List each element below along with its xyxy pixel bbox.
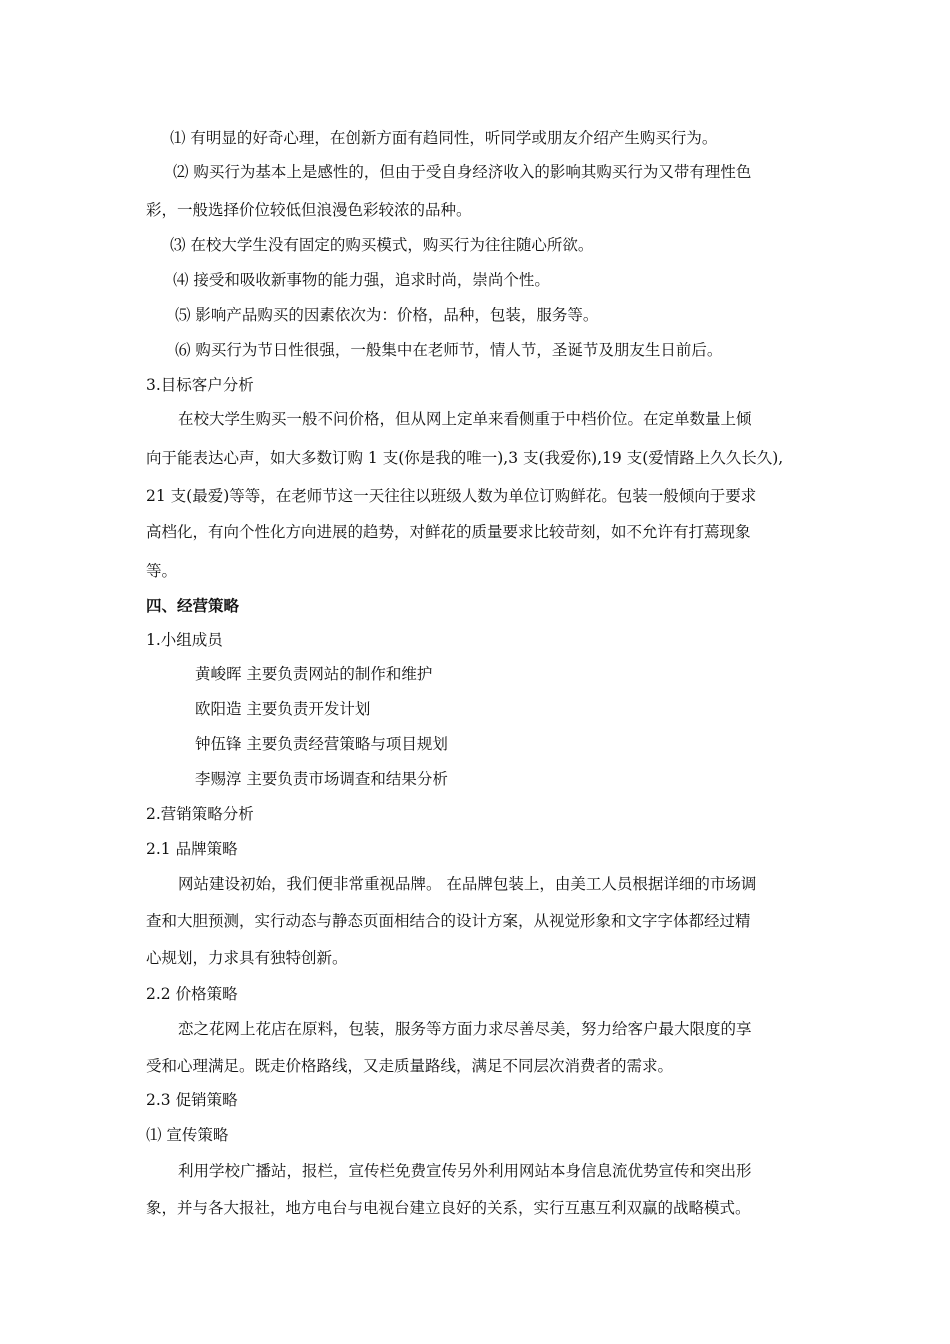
paragraph-line: ⑵ 购买行为基本上是感性的，但由于受自身经济收入的影响其购买行为又带有理性色 — [173, 163, 752, 181]
paragraph-line: 受和心理满足。既走价格路线，又走质量路线，满足不同层次消费者的需求。 — [146, 1057, 674, 1075]
paragraph-line: 恋之花网上花店在原料，包装，服务等方面力求尽善尽美，努力给客户最大限度的享 — [178, 1020, 752, 1038]
section-heading: 2.营销策略分析 — [146, 805, 254, 823]
paragraph-line: 向于能表达心声，如大多数订购 1 支(你是我的唯一),3 支(我爱你),19 支(爱情路上久久长久), — [146, 449, 784, 467]
paragraph-line: 心规划，力求具有独特创新。 — [146, 949, 348, 967]
paragraph-line: ⑶ 在校大学生没有固定的购买模式，购买行为往往随心所欲。 — [170, 236, 594, 254]
paragraph-line: 网站建设初始，我们便非常重视品牌。 在品牌包装上，由美工人员根据详细的市场调 — [178, 875, 757, 893]
subsection-heading: 2.2 价格策略 — [146, 985, 238, 1003]
paragraph-line: 高档化，有向个性化方向进展的趋势，对鲜花的质量要求比较苛刻，如不允许有打蔫现象 — [146, 523, 751, 541]
member-line: 欧阳造 主要负责开发计划 — [195, 700, 371, 718]
section-heading: 3.目标客户分析 — [146, 376, 254, 394]
chapter-heading: 四、经营策略 — [146, 596, 240, 615]
paragraph-line: 等。 — [146, 562, 178, 580]
paragraph-line: ⑹ 购买行为节日性很强，一般集中在老师节，情人节，圣诞节及朋友生日前后。 — [175, 341, 723, 359]
paragraph-line: 彩，一般选择价位较低但浪漫色彩较浓的品种。 — [146, 201, 472, 219]
paragraph-line: 利用学校广播站，报栏，宣传栏免费宣传另外利用网站本身信息流优势宣传和突出形 — [178, 1162, 752, 1180]
section-heading: 1.小组成员 — [146, 631, 223, 649]
paragraph-line: ⑷ 接受和吸收新事物的能力强，追求时尚，崇尚个性。 — [173, 271, 550, 289]
subsection-heading: ⑴ 宣传策略 — [146, 1126, 229, 1144]
paragraph-line: 查和大胆预测，实行动态与静态页面相结合的设计方案，从视觉形象和文字字体都经过精 — [146, 912, 751, 930]
subsection-heading: 2.3 促销策略 — [146, 1091, 238, 1109]
member-line: 钟伍锋 主要负责经营策略与项目规划 — [195, 735, 448, 753]
paragraph-line: 象，并与各大报社，地方电台与电视台建立良好的关系，实行互惠互利双赢的战略模式。 — [146, 1199, 751, 1217]
paragraph-line: ⑴ 有明显的好奇心理，在创新方面有趋同性，听同学或朋友介绍产生购买行为。 — [170, 129, 718, 147]
paragraph-line: ⑸ 影响产品购买的因素依次为：价格，品种，包装，服务等。 — [175, 306, 599, 324]
member-line: 黄峻晖 主要负责网站的制作和维护 — [195, 665, 433, 683]
member-line: 李赐淳 主要负责市场调查和结果分析 — [195, 770, 448, 788]
subsection-heading: 2.1 品牌策略 — [146, 840, 238, 858]
paragraph-line: 21 支(最爱)等等，在老师节这一天往往以班级人数为单位订购鲜花。包装一般倾向于要求 — [146, 487, 757, 505]
paragraph-line: 在校大学生购买一般不问价格，但从网上定单来看侧重于中档价位。在定单数量上倾 — [178, 410, 752, 428]
